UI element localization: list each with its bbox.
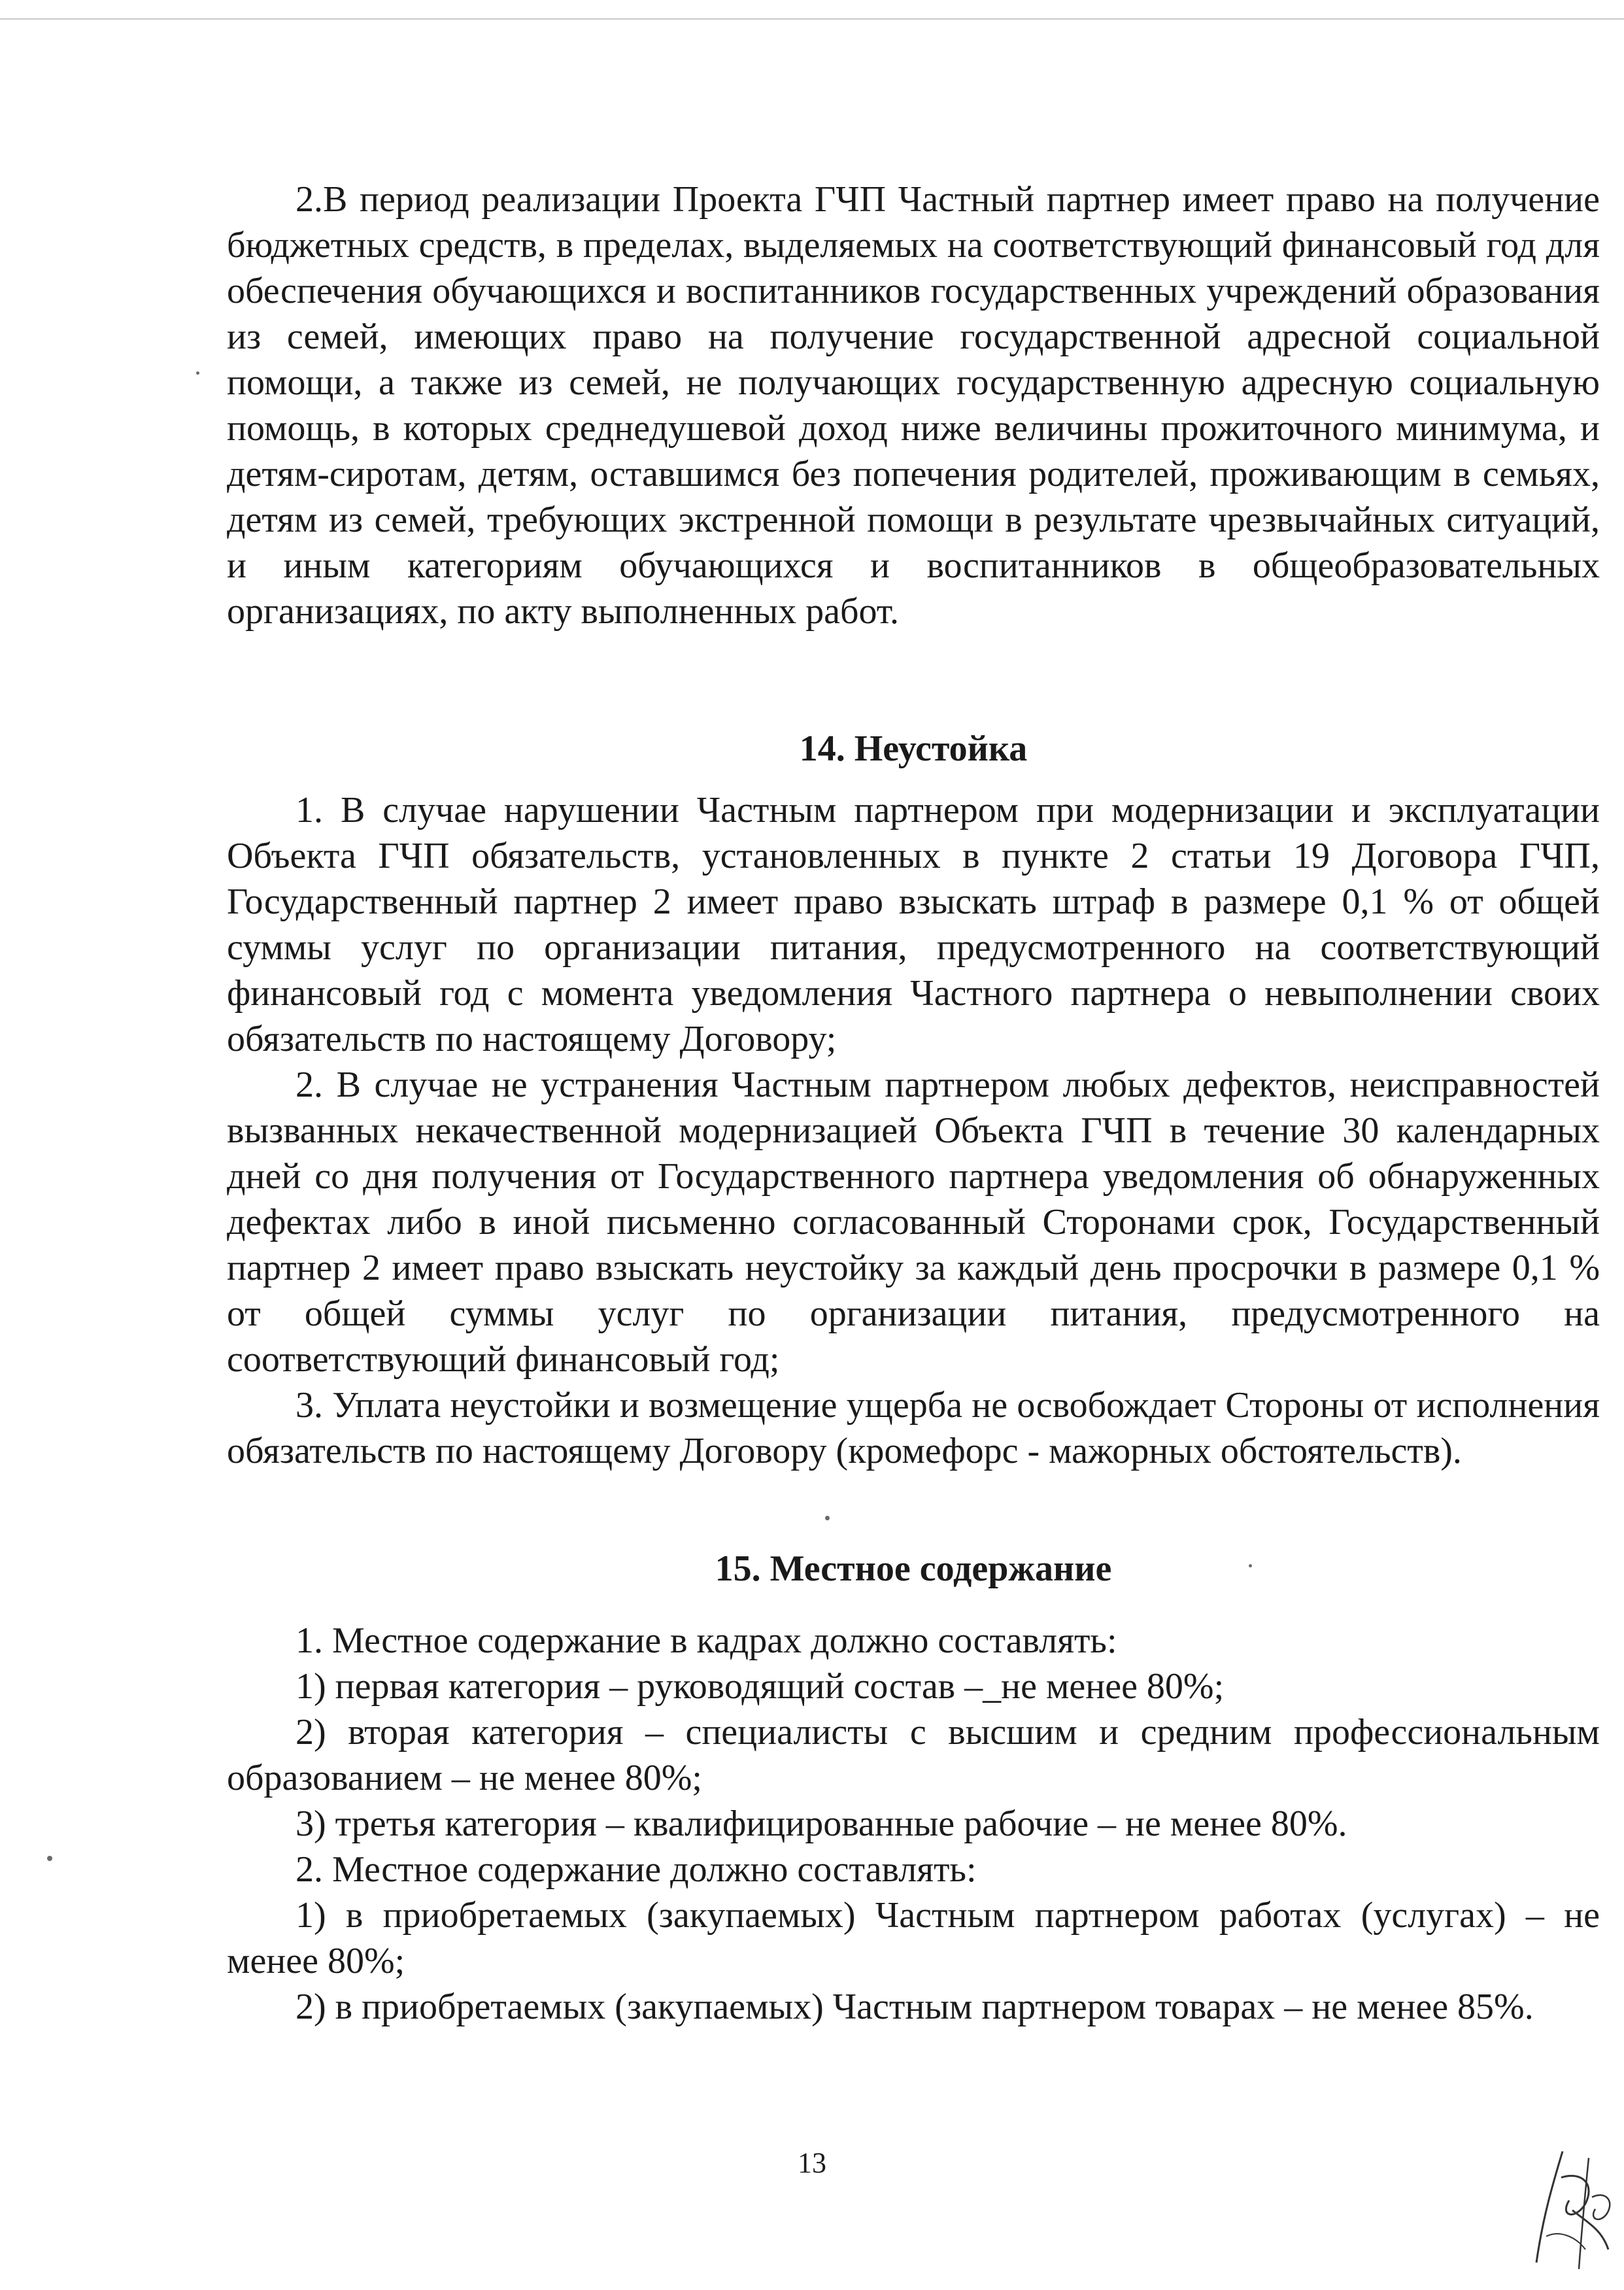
paragraph-15-1-2: 2) вторая категория – специалисты с высшим и средним профессиональным образованием – не менее 80%; bbox=[227, 1712, 1600, 1798]
scan-speck bbox=[47, 1856, 52, 1861]
paragraph-13-2: 2.В период реализации Проекта ГЧП Частный партнер имеет право на получение бюджетных средств, в пределах, выделяемых на соответствующий финансовый год для обеспечения обучающихся и воспитанников государственных учреждений образования из семей, имеющих право на получение государственной адресной социальной помощи, а также из семей, не получающих государственную адресную социальную помощь, в которых среднедушевой доход ниже величины прожиточного минимума, и детям-сиротам, детям, оставшимся без попечения родителей, проживающим в семьях, детям из семей, требующих экстренной помощи в результате чрезвычайных ситуаций, и иным категориям обучающихся и воспитанников в общеобразовательных организациях, по акту выполненных работ. bbox=[227, 179, 1600, 632]
paragraph-14-3: 3. Уплата неустойки и возмещение ущерба не освобождает Стороны от исполнения обязательств по настоящему Договору (кромефорс - мажорных обстоятельств). bbox=[227, 1385, 1600, 1471]
section-14-title: 14. Неустойка bbox=[799, 728, 1028, 769]
paragraph-14-1: 1. В случае нарушении Частным партнером при модернизации и эксплуатации Объекта ГЧП обязательств, установленных в пункте 2 статьи 19 Договора ГЧП, Государственный партнер 2 имеет право взыскать штраф в размере 0,1 % от общей суммы услуг по организации питания, предусмотренного на соответствующий финансовый год с момента уведомления Частного партнера о невыполнении своих обязательств по настоящему Договору; bbox=[227, 790, 1600, 1059]
section-15-title: 15. Местное содержание bbox=[715, 1548, 1112, 1589]
page-number: 13 bbox=[798, 2147, 826, 2179]
paragraph-15-2-2: 2) в приобретаемых (закупаемых) Частным партнером товарах – не менее 85%. bbox=[296, 1987, 1534, 2027]
scan-speck bbox=[196, 371, 199, 375]
paragraph-15-1-3: 3) третья категория – квалифицированные рабочие – не менее 80%. bbox=[296, 1803, 1347, 1844]
handwritten-signature-icon bbox=[1523, 2138, 1621, 2276]
paragraph-15-2: 2. Местное содержание должно составлять: bbox=[296, 1849, 977, 1890]
paragraph-15-1: 1. Местное содержание в кадрах должно составлять: bbox=[296, 1620, 1117, 1661]
paragraph-14-2: 2. В случае не устранения Частным партнером любых дефектов, неисправностей вызванных некачественной модернизацией Объекта ГЧП в течение 30 календарных дней со дня получения от Государственного партнера уведомления об обнаруженных дефектах либо в иной письменно согласованный Сторонами срок, Государственный партнер 2 имеет право взыскать неустойку за каждый день просрочки в размере 0,1 % от общей суммы услуг по организации питания, предусмотренного на соответствующий финансовый год; bbox=[227, 1065, 1600, 1380]
paragraph-15-1-1: 1) первая категория – руководящий состав –_не менее 80%; bbox=[296, 1666, 1225, 1707]
paragraph-15-2-1: 1) в приобретаемых (закупаемых) Частным партнером работах (услугах) – не менее 80%; bbox=[227, 1895, 1600, 1981]
scan-top-edge bbox=[0, 18, 1624, 20]
document-body bbox=[227, 177, 1600, 2030]
